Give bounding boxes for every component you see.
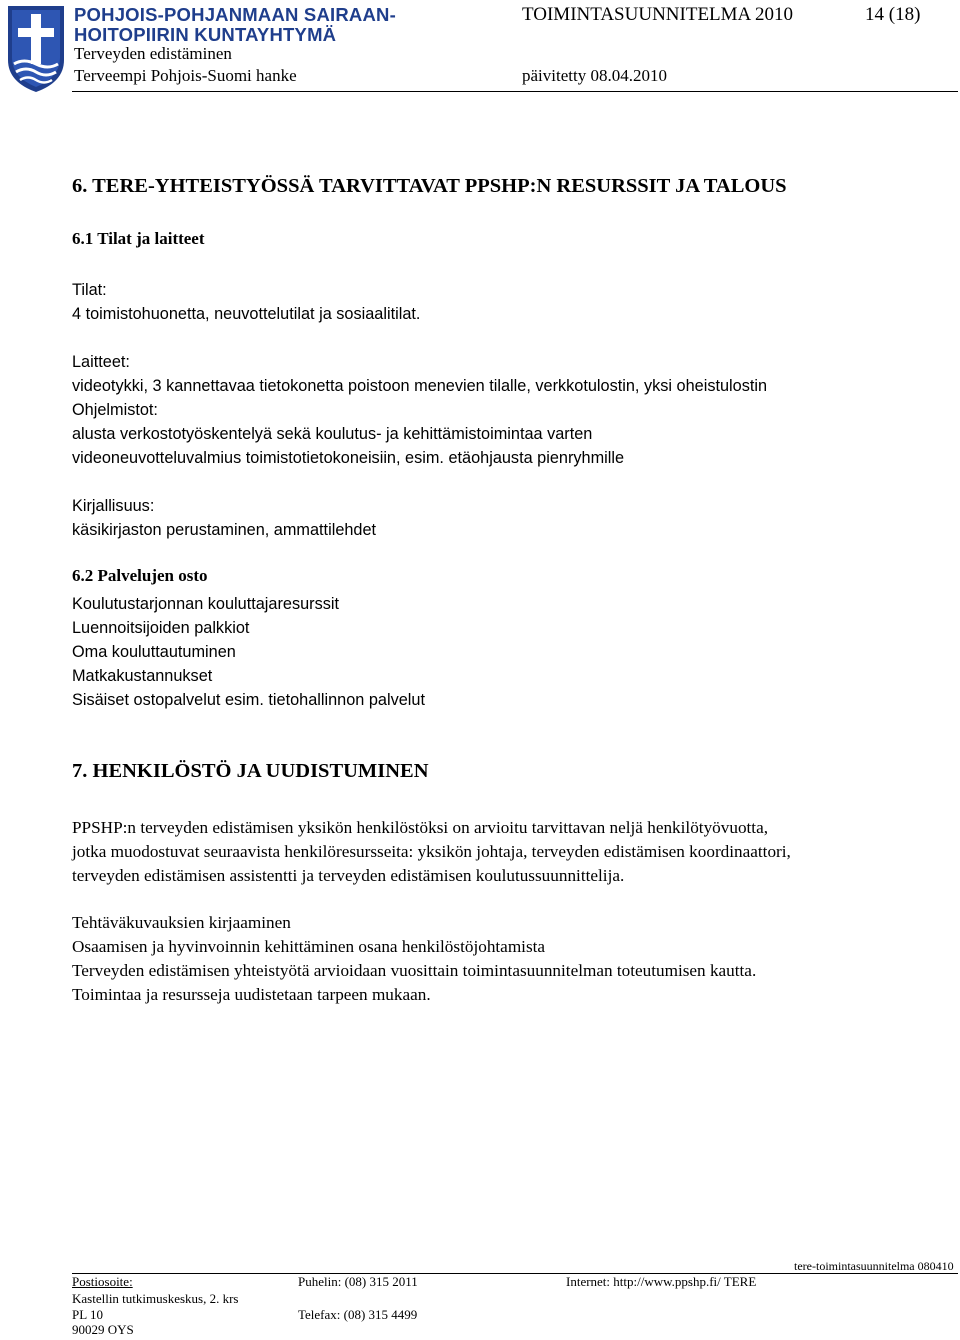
postal-address-line: PL 10	[72, 1307, 103, 1322]
section-7-line: Terveyden edistämisen yhteistyötä arvioidaan vuosittain toimintasuunnitelman toteutumisen kautta.	[72, 961, 757, 980]
ohjelmistot-text-line2: videoneuvotteluvalmius toimistotietokoneisiin, esim. etäohjausta pienryhmille	[72, 449, 625, 467]
updated-date: päivitetty 08.04.2010	[522, 66, 667, 85]
section-7-paragraph-line: terveyden edistämisen assistentti ja terveyden edistämisen koulutussuunnittelija.	[72, 866, 625, 885]
phone-number: Puhelin: (08) 315 2011	[298, 1274, 418, 1289]
section-6-2-heading: 6.2 Palvelujen osto	[72, 566, 208, 585]
list-item: Sisäiset ostopalvelut esim. tietohallinnon palvelut	[72, 691, 425, 709]
section-7-paragraph-line: jotka muodostuvat seuraavista henkilöresursseita: yksikön johtaja, terveyden edistämisen koordinaattori,	[72, 842, 791, 861]
unit-name: Terveyden edistäminen	[74, 44, 232, 63]
list-item: Oma kouluttautuminen	[72, 643, 236, 661]
tilat-label: Tilat:	[72, 281, 107, 299]
section-7-paragraph-line: PPSHP:n terveyden edistämisen yksikön henkilöstöksi on arvioitu tarvittavan neljä henkilötyövuotta,	[72, 818, 769, 837]
list-item: Matkakustannukset	[72, 667, 213, 685]
section-6-heading: 6. TERE-YHTEISTYÖSSÄ TARVITTAVAT PPSHP:N RESURSSIT JA TALOUS	[72, 175, 787, 197]
kirjallisuus-label: Kirjallisuus:	[72, 497, 155, 515]
section-7-line: Toimintaa ja resursseja uudistetaan tarpeen mukaan.	[72, 985, 431, 1004]
postal-address-line: Kastellin tutkimuskeskus, 2. krs	[72, 1291, 239, 1306]
footer-divider	[72, 1273, 958, 1274]
laitteet-text: videotykki, 3 kannettavaa tietokonetta poistoon menevien tilalle, verkkotulostin, yksi oheistulostin	[72, 377, 768, 395]
document-title: TOIMINTASUUNNITELMA 2010	[522, 4, 793, 25]
ohjelmistot-label: Ohjelmistot:	[72, 401, 158, 419]
internet-address-link[interactable]: Internet: http://www.ppshp.fi/ TERE	[566, 1274, 757, 1289]
page-number: 14 (18)	[865, 4, 921, 25]
section-6-1-heading: 6.1 Tilat ja laitteet	[72, 229, 205, 248]
kirjallisuus-text: käsikirjaston perustaminen, ammattilehdet	[72, 521, 377, 539]
list-item: Koulutustarjonnan kouluttajaresurssit	[72, 595, 339, 613]
tilat-text: 4 toimistohuonetta, neuvottelutilat ja sosiaalitilat.	[72, 305, 421, 323]
list-item: Luennoitsijoiden palkkiot	[72, 619, 250, 637]
organization-name-line2: HOITOPIIRIN KUNTAYHTYMÄ	[74, 24, 337, 45]
laitteet-label: Laitteet:	[72, 353, 130, 371]
fax-number: Telefax: (08) 315 4499	[298, 1307, 418, 1322]
project-name: Terveempi Pohjois-Suomi hanke	[74, 66, 297, 85]
file-reference: tere-toimintasuunnitelma 080410	[794, 1259, 954, 1273]
hospital-district-crest-logo	[4, 2, 68, 94]
organization-name-line1: POHJOIS-POHJANMAAN SAIRAAN-	[74, 4, 396, 25]
ohjelmistot-text-line1: alusta verkostotyöskentelyä sekä koulutus- ja kehittämistoimintaa varten	[72, 425, 593, 443]
postal-address-label: Postiosoite:	[72, 1274, 133, 1289]
section-7-heading: 7. HENKILÖSTÖ JA UUDISTUMINEN	[72, 760, 429, 782]
section-7-line: Tehtäväkuvauksien kirjaaminen	[72, 913, 291, 932]
section-7-line: Osaamisen ja hyvinvoinnin kehittäminen osana henkilöstöjohtamista	[72, 937, 546, 956]
postal-address-line: 90029 OYS	[72, 1322, 134, 1337]
header-divider	[72, 91, 958, 92]
